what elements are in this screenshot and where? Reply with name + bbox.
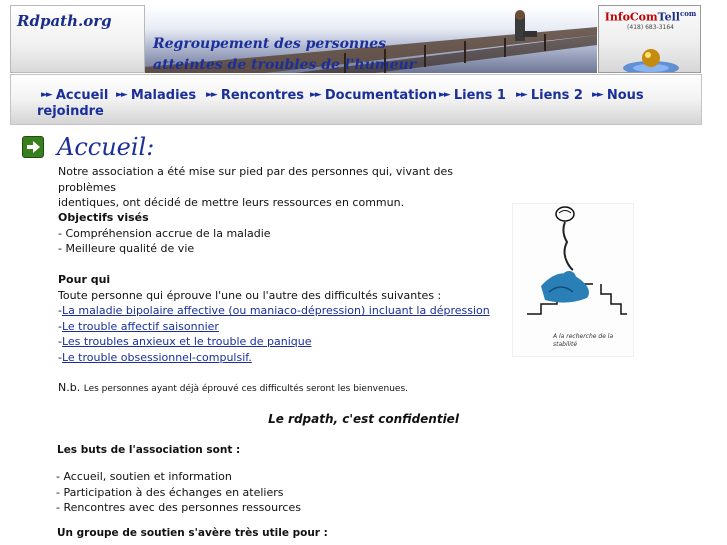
link-prefix: - bbox=[58, 304, 62, 317]
link-row bbox=[58, 334, 498, 350]
but-item: - Rencontres avec des personnes ressources bbox=[56, 501, 301, 514]
pour-qui-section bbox=[58, 272, 498, 365]
tagline-line-2: atteintes de troubles de l'humeur bbox=[153, 57, 417, 73]
nav-item-liens-1[interactable] bbox=[439, 88, 506, 103]
illustration-caption: A la recherche de la stabilité bbox=[553, 333, 614, 348]
header-banner bbox=[145, 5, 597, 73]
nav-label: Accueil bbox=[55, 88, 109, 103]
link-prefix: - bbox=[58, 335, 62, 348]
link-row bbox=[58, 350, 498, 366]
globe-icon bbox=[621, 34, 681, 73]
stability-illustration bbox=[512, 203, 634, 357]
intro-line-1: Notre association a été mise sur pied par des personnes qui, vivant des problèmes bbox=[58, 165, 453, 194]
double-arrow-icon: ►► bbox=[206, 90, 216, 100]
link-row bbox=[58, 319, 498, 335]
sponsor-brand-sup: com bbox=[679, 9, 697, 18]
page-title: Accueil: bbox=[57, 133, 155, 161]
site-name[interactable]: Rdpath.org bbox=[17, 12, 112, 30]
double-arrow-icon: ►► bbox=[439, 90, 449, 100]
objectif-item: - Meilleure qualité de vie bbox=[58, 242, 195, 255]
nav-label: Documentation bbox=[324, 88, 437, 103]
double-arrow-icon: ►► bbox=[310, 90, 320, 100]
confidential-notice: Le rdpath, c'est confidentiel bbox=[268, 412, 459, 426]
nav-item-nous-rejoindre-wrap[interactable]: rejoindre bbox=[37, 104, 104, 119]
tagline-line-1: Regroupement des personnes bbox=[153, 36, 387, 52]
link-prefix: - bbox=[58, 319, 62, 333]
double-arrow-icon: ►► bbox=[516, 90, 526, 100]
link-prefix: - bbox=[58, 350, 62, 364]
nav-label: Nous bbox=[606, 88, 644, 103]
but-item: - Accueil, soutien et information bbox=[56, 470, 232, 483]
nav-item-maladies[interactable] bbox=[116, 88, 196, 103]
main-nav bbox=[10, 74, 702, 125]
but-item: - Participation à des échanges en ateliers bbox=[56, 485, 284, 499]
objectifs-heading: Objectifs visés bbox=[58, 211, 149, 224]
sponsor-ad[interactable] bbox=[598, 5, 701, 73]
double-arrow-icon: ►► bbox=[592, 90, 602, 100]
nav-label: Liens 2 bbox=[530, 88, 583, 103]
nav-item-accueil[interactable] bbox=[41, 88, 108, 103]
pour-qui-heading: Pour qui bbox=[58, 273, 111, 286]
nb-note bbox=[58, 380, 408, 398]
intro-line-2: identiques, ont décidé de mettre leurs ressources en commun. bbox=[58, 196, 405, 209]
double-arrow-icon: ►► bbox=[41, 90, 51, 100]
nav-label: Rencontres bbox=[220, 88, 304, 103]
sponsor-brand-b: Tell bbox=[657, 10, 680, 24]
pour-qui-intro: Toute personne qui éprouve l'une ou l'autre des difficultés suivantes : bbox=[58, 288, 442, 302]
nav-label: Maladies bbox=[130, 88, 197, 103]
link-trouble-saisonnier[interactable]: Le trouble affectif saisonnier bbox=[61, 319, 219, 333]
soutien-heading: Un groupe de soutien s'avère très utile pour : bbox=[57, 527, 328, 539]
buts-heading-text: Les buts de l'association sont : bbox=[57, 444, 241, 456]
intro-text bbox=[58, 164, 488, 211]
buts-heading bbox=[57, 443, 240, 459]
nav-label: Liens 1 bbox=[453, 88, 506, 103]
sponsor-brand-a: InfoCom bbox=[604, 10, 658, 24]
link-toc[interactable]: Le trouble obsessionnel-compulsif. bbox=[61, 350, 252, 364]
objectifs-section bbox=[58, 210, 271, 257]
sponsor-brand bbox=[599, 9, 701, 24]
nb-text: Les personnes ayant déjà éprouvé ces difficultés seront les bienvenues. bbox=[83, 384, 409, 394]
double-arrow-icon: ►► bbox=[116, 90, 126, 100]
sponsor-phone: (418) 683-3164 bbox=[627, 24, 674, 31]
nb-prefix: N.b. bbox=[58, 381, 81, 394]
arrow-right-icon bbox=[22, 136, 44, 158]
nav-item-liens-2[interactable] bbox=[516, 88, 583, 103]
buts-list bbox=[56, 469, 301, 516]
nav-item-rencontres[interactable] bbox=[206, 88, 304, 103]
nav-item-nous-rejoindre[interactable] bbox=[592, 88, 644, 103]
nav-item-documentation[interactable] bbox=[310, 88, 437, 103]
link-row bbox=[58, 303, 498, 319]
site-logo-box[interactable] bbox=[10, 5, 145, 73]
link-bipolaire[interactable]: La maladie bipolaire affective (ou maniaco-dépression) incluant la dépression bbox=[61, 304, 490, 317]
objectif-item: - Compréhension accrue de la maladie bbox=[58, 226, 271, 240]
link-troubles-anxieux[interactable]: Les troubles anxieux et le trouble de panique bbox=[61, 335, 312, 348]
